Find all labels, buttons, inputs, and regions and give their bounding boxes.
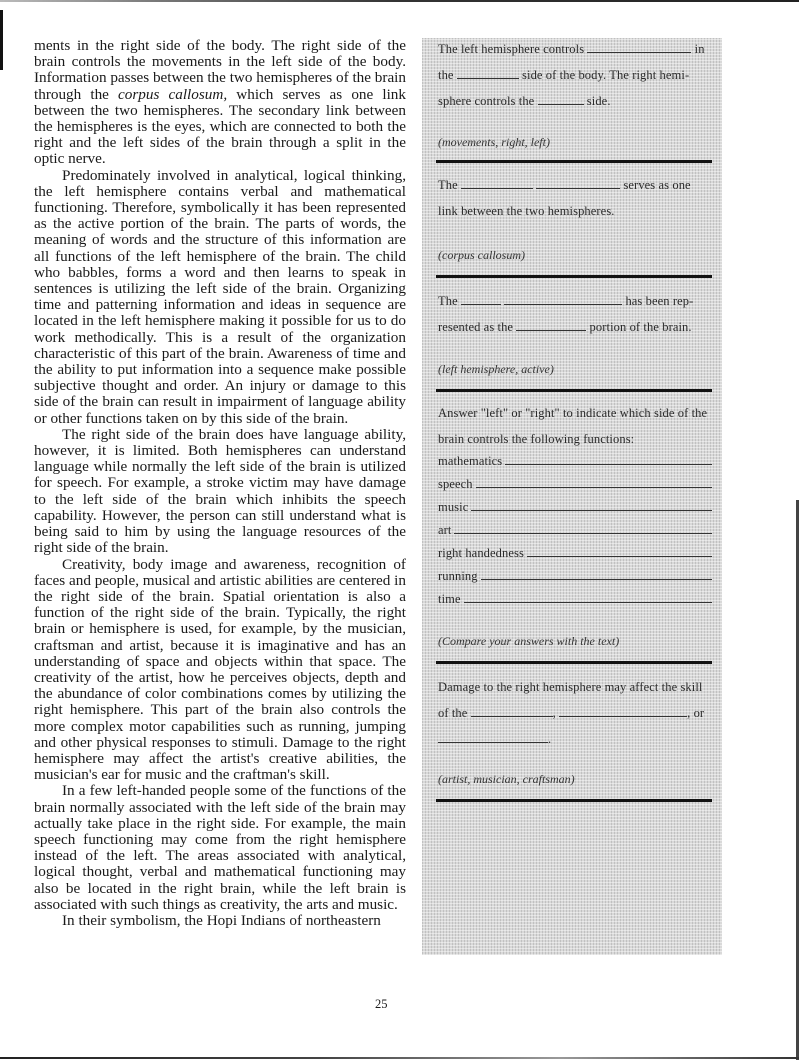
function-item-running (438, 565, 712, 588)
item-label: time (438, 592, 461, 606)
q2-text-1: The (438, 178, 458, 192)
q1-text-3: side of the body. The right hemi-sphere controls the (438, 68, 690, 108)
q5-text-3: , or (687, 706, 705, 720)
q5-text-4: . (548, 732, 552, 746)
answer-blank[interactable] (471, 500, 712, 511)
divider-rule (436, 160, 712, 163)
page-number: 25 (375, 997, 388, 1011)
q5-answer: (artist, musician, craftsman) (438, 772, 575, 786)
function-item-time (438, 588, 712, 611)
q5-text-2: , (552, 706, 556, 720)
paragraph-5: In a few left-handed people some of the functions of the brain normally associated with the left side of the brain may actually take place in the right side. For example, the main speech functioning may come from the right hemisphere instead of the left. The areas associated with analytical, logical thought, verbal and mathematical functioning may also be located in the right brain, while the left brain is associated with such things as creativity, the arts and music. (34, 782, 406, 913)
item-label: speech (438, 477, 473, 491)
q1-blank-3[interactable] (538, 94, 584, 105)
answer-blank[interactable] (527, 546, 712, 557)
answer-blank[interactable] (476, 477, 712, 488)
q2-blank-1[interactable] (461, 178, 533, 189)
q1-text-1: The left hemisphere controls (438, 42, 585, 56)
q4-answer: (Compare your answers with the text) (438, 634, 620, 648)
q2-text-2: serves as one link between the two hemispheres. (438, 178, 691, 218)
function-item-right-handedness (438, 542, 712, 565)
q1-blank-1[interactable] (587, 42, 691, 53)
q3-text-3: portion of the brain. (589, 320, 692, 334)
q5-text-1: Damage to the right hemisphere may affect the skill of the (438, 680, 703, 720)
corpus-callosum-term: corpus callosum, (118, 85, 228, 103)
q3-text-1: The (438, 294, 458, 308)
question-2 (438, 172, 712, 224)
question-5 (438, 674, 712, 752)
paragraph-6: In their symbolism, the Hopi Indians of northeastern (62, 911, 381, 929)
answer-blank[interactable] (464, 592, 712, 603)
answer-blank[interactable] (481, 569, 712, 580)
q3-blank-2[interactable] (504, 294, 622, 305)
function-item-mathematics (438, 450, 712, 473)
page-edge-left (0, 10, 3, 70)
q1-text-2: in the (438, 42, 705, 82)
q2-blank-2[interactable] (536, 178, 620, 189)
function-item-art (438, 519, 712, 542)
question-1 (438, 36, 712, 114)
function-item-music (438, 496, 712, 519)
q3-blank-1[interactable] (461, 294, 501, 305)
answer-blank[interactable] (505, 454, 712, 465)
body-text-column (34, 38, 406, 929)
question-4-items (438, 450, 712, 611)
q3-blank-3[interactable] (516, 320, 586, 331)
question-4-prompt: Answer "left" or "right" to indicate which side of the brain controls the following functions: (438, 406, 708, 446)
q5-blank-3[interactable] (438, 732, 548, 743)
divider-rule (436, 661, 712, 664)
q5-blank-1[interactable] (471, 706, 553, 717)
page-edge-top (0, 0, 799, 2)
paragraph-2: Predominately involved in analytical, logical thinking, the left hemisphere contains verbal and mathematical functioning. Therefore, symbolically it has been represented as the active portion of the brain. The parts of words, the meaning of words and the structure of this information are all functions of the left hemisphere of the brain. The child who babbles, forms a word and then learns to speak in sentences is utilizing the left side of the brain. Organizing time and patterning information and ideas in sequence are located in the left hemisphere making it possible for us to do work methodically. This is a result of the organization characteristic of this part of the brain. Awareness of time and the ability to put information into a sequence make possible subjective thought and order. An injury or damage to this side of the brain can result in impairment of language ability or other functions taken on by this side of the brain. (34, 166, 406, 427)
q1-blank-2[interactable] (457, 68, 519, 79)
item-label: running (438, 569, 478, 583)
review-questions-panel (422, 38, 722, 955)
function-item-speech (438, 473, 712, 496)
q1-answer: (movements, right, left) (438, 135, 550, 149)
q2-answer: (corpus callosum) (438, 248, 525, 262)
divider-rule (436, 275, 712, 278)
item-label: mathematics (438, 454, 503, 468)
paragraph-1 (34, 38, 406, 168)
item-label: right handedness (438, 546, 524, 560)
page-edge-bottom (0, 1057, 799, 1059)
paragraph-3: The right side of the brain does have language ability, however, it is limited. Both hemispheres can understand language while normally the left side of the brain is utilized for speech. For example, a stroke victim may have damage to the left side of the brain which inhibits the speech capability. However, the person can still understand what is being said to him by using the language resources of the right side of the brain. (34, 425, 406, 557)
answer-blank[interactable] (454, 523, 712, 534)
q3-text-2: has been rep-resented as the (438, 294, 694, 334)
q5-blank-2[interactable] (559, 706, 687, 717)
paragraph-1-text-a: ments in the right side of the body. The right side of the brain controls the movements in the left side of the body. Information passes between the two hemispheres of the brain through the (34, 37, 406, 103)
divider-rule (436, 799, 712, 802)
question-3 (438, 288, 712, 340)
divider-rule (436, 389, 712, 392)
item-label: art (438, 523, 452, 537)
item-label: music (438, 500, 469, 514)
q1-text-4: side. (586, 94, 611, 108)
paragraph-4: Creativity, body image and awareness, recognition of faces and people, musical and artistic abilities are centered in the right side of the brain. Spatial orientation is also a function of the right side of the brain. Typically, the right brain or hemisphere is used, for example, by the musician, craftsman and artist, because it is imaginative and has an understanding of space and objects within that space. The creativity of the artist, how he perceives objects, depth and the abundance of color combinations comes by utilizing the right hemisphere. This part of the brain also controls the more complex motor capabilities such as running, jumping and other physical responses to stimuli. Damage to the right hemisphere may affect the artist's creative abilities, the musician's ear for music and the craftman's skill. (34, 555, 406, 784)
q3-answer: (left hemisphere, active) (438, 362, 554, 376)
paragraph-1-text-b: which serves as one link between the two hemispheres. The secondary link between the hemispheres is the eyes, which are connected to both the right and the left sides of the brain through a split in the optic nerve. (34, 85, 406, 168)
